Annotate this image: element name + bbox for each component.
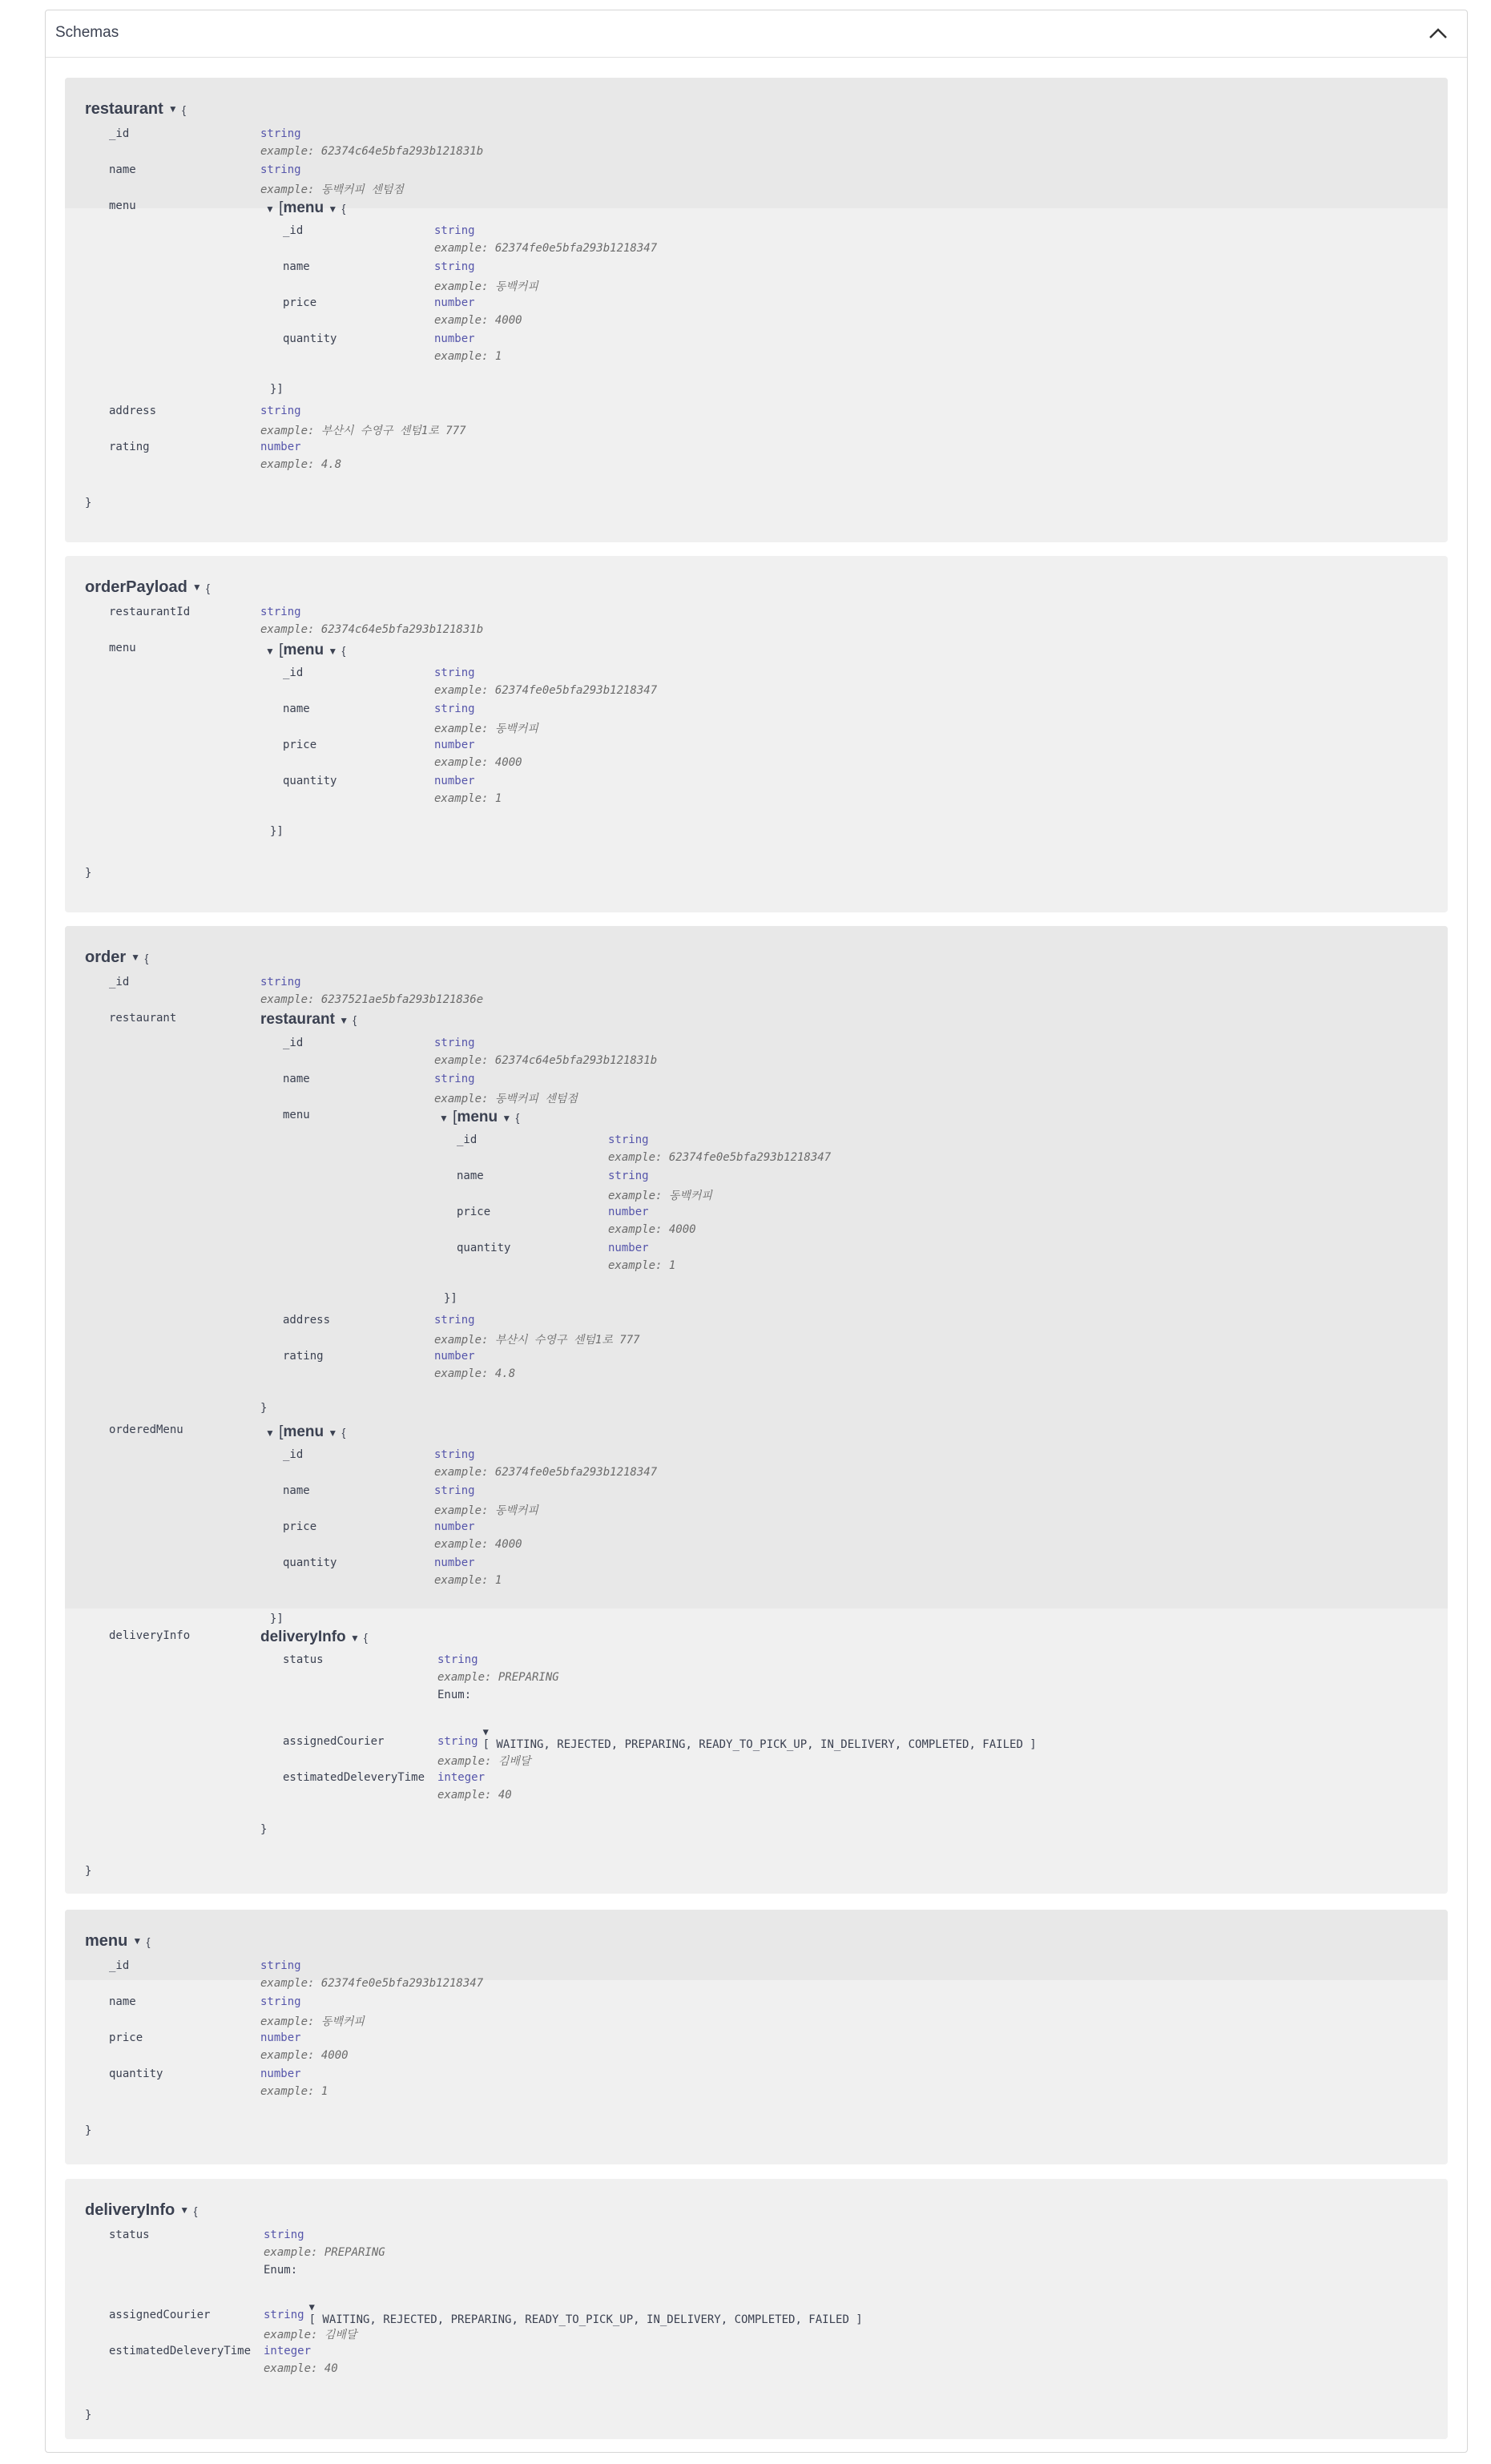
chevron-down-icon[interactable]: ▼ [132, 1935, 143, 1947]
enum-values[interactable]: ▼ [ WAITING, REJECTED, PREPARING, READY_TO_PICK_UP, IN_DELIVERY, COMPLETED, FAILED ] [308, 2301, 863, 2326]
example-value: example: 62374fe0e5bfa293b1218347 [260, 1977, 484, 1990]
example-value: example: 4000 [434, 1538, 522, 1551]
chevron-down-icon[interactable]: ▼ [167, 103, 178, 115]
prop-price: price [283, 296, 317, 309]
prop-name: name [283, 260, 310, 273]
prop-name: name [109, 1995, 136, 2008]
prop-assignedCourier: assignedCourier [109, 2309, 211, 2321]
prop-price: price [283, 739, 317, 751]
close-brace: } [260, 1402, 268, 1415]
example-value: example: 1 [434, 1574, 502, 1587]
example-value: example: 62374fe0e5bfa293b1218347 [434, 242, 658, 255]
example-value: example: 4000 [608, 1223, 696, 1236]
array-menu[interactable]: ▼ [menu ▼ { [265, 199, 346, 216]
array-menu[interactable]: ▼ [menu ▼ { [265, 1423, 346, 1440]
schemas-title: Schemas [55, 24, 119, 41]
type-number: number [608, 1206, 649, 1218]
chevron-down-icon[interactable]: ▼ [131, 952, 141, 963]
array-close: }] [270, 825, 284, 838]
prop-id: _id [109, 976, 130, 988]
array-close: }] [270, 1612, 284, 1625]
model-title-restaurant[interactable]: restaurant ▼ { [85, 100, 186, 118]
prop-id: _id [283, 666, 304, 679]
close-brace: } [85, 1865, 92, 1878]
example-value: example: PREPARING [264, 2246, 385, 2259]
type-integer: integer [264, 2345, 312, 2357]
type-string: string [437, 1735, 478, 1748]
example-value: example: 부산시 수영구 센텀1로 777 [260, 425, 466, 437]
example-value: example: 부산시 수영구 센텀1로 777 [434, 1334, 640, 1347]
enum-values[interactable]: ▼ [ WAITING, REJECTED, PREPARING, READY_TO_PICK_UP, IN_DELIVERY, COMPLETED, FAILED ] [482, 1726, 1037, 1751]
type-string: string [434, 1448, 475, 1461]
type-string: string [434, 1484, 475, 1497]
example-value: example: 40 [437, 1789, 512, 1802]
type-string: string [260, 1995, 301, 2008]
prop-price: price [457, 1206, 491, 1218]
prop-name: name [109, 163, 136, 176]
enum-label: Enum: [437, 1689, 472, 1701]
example-value: example: 동백커피 센텀점 [260, 183, 404, 196]
chevron-down-icon[interactable]: ▼ [179, 2204, 190, 2216]
chevron-down-icon[interactable]: ▼ [265, 203, 275, 215]
type-string: string [434, 1073, 475, 1085]
example-value: example: 동백커피 [260, 2015, 365, 2028]
example-value: example: 62374fe0e5bfa293b1218347 [608, 1151, 832, 1164]
example-value: example: 1 [434, 792, 502, 805]
example-value: example: 1 [260, 2085, 328, 2098]
model-order [65, 926, 1448, 1894]
model-restaurant [65, 78, 1448, 542]
model-orderPayload [65, 556, 1448, 912]
prop-address: address [109, 405, 157, 417]
type-string: string [264, 2228, 304, 2241]
nested-restaurant[interactable]: restaurant ▼ { [260, 1011, 357, 1028]
chevron-down-icon[interactable]: ▼ [439, 1113, 449, 1124]
nested-deliveryInfo[interactable]: deliveryInfo ▼ { [260, 1629, 368, 1645]
prop-rating: rating [283, 1350, 324, 1363]
chevron-down-icon[interactable]: ▼ [265, 1427, 275, 1439]
example-value: example: 4000 [434, 756, 522, 769]
model-deliveryInfo [65, 2179, 1448, 2439]
array-menu[interactable]: ▼ [menu ▼ { [265, 642, 346, 658]
model-title-orderPayload[interactable]: orderPayload ▼ { [85, 578, 210, 596]
example-value: example: PREPARING [437, 1671, 559, 1684]
chevron-down-icon[interactable]: ▼ [308, 2301, 315, 2313]
prop-menu: menu [109, 199, 136, 212]
example-value: example: 동백커피 센텀점 [434, 1093, 578, 1105]
prop-price: price [283, 1520, 317, 1533]
array-close: }] [444, 1292, 457, 1305]
example-value: example: 62374c64e5bfa293b121831b [260, 623, 484, 636]
prop-id: _id [283, 224, 304, 237]
chevron-down-icon[interactable]: ▼ [502, 1113, 512, 1124]
type-string: string [260, 976, 301, 988]
type-number: number [260, 441, 301, 453]
example-value: example: 4.8 [260, 458, 342, 471]
example-value: example: 김배달 [264, 2329, 357, 2341]
prop-deliveryInfo: deliveryInfo [109, 1629, 191, 1642]
type-string: string [264, 2309, 304, 2321]
prop-rating: rating [109, 441, 150, 453]
example-value: example: 40 [264, 2362, 338, 2375]
example-value: example: 1 [608, 1259, 676, 1272]
prop-id: _id [283, 1448, 304, 1461]
prop-quantity: quantity [109, 2067, 163, 2080]
example-value: example: 62374c64e5bfa293b121831b [434, 1054, 658, 1067]
prop-id: _id [109, 1959, 130, 1972]
type-number: number [608, 1242, 649, 1254]
example-value: example: 62374c64e5bfa293b121831b [260, 145, 484, 158]
prop-quantity: quantity [283, 775, 337, 787]
example-value: example: 동백커피 [434, 1504, 538, 1517]
type-string: string [437, 1653, 478, 1666]
prop-restaurantId: restaurantId [109, 606, 191, 618]
example-value: example: 62374fe0e5bfa293b1218347 [434, 684, 658, 697]
model-title-order[interactable]: order ▼ { [85, 948, 149, 966]
model-menu [65, 1910, 1448, 2164]
prop-id: _id [283, 1037, 304, 1049]
prop-status: status [283, 1653, 324, 1666]
prop-estimatedDeleveryTime: estimatedDeleveryTime [283, 1771, 425, 1784]
type-number: number [434, 1520, 475, 1533]
chevron-down-icon[interactable]: ▼ [349, 1633, 360, 1644]
example-value: example: 4000 [434, 314, 522, 327]
example-value: example: 동백커피 [608, 1190, 712, 1202]
type-number: number [260, 2067, 301, 2080]
close-brace: } [85, 497, 92, 509]
type-number: number [434, 1350, 475, 1363]
type-number: number [434, 332, 475, 345]
type-string: string [260, 405, 301, 417]
type-string: string [608, 1133, 649, 1146]
prop-quantity: quantity [283, 1556, 337, 1569]
chevron-up-icon[interactable] [1424, 22, 1453, 46]
prop-quantity: quantity [457, 1242, 511, 1254]
prop-estimatedDeleveryTime: estimatedDeleveryTime [109, 2345, 252, 2357]
enum-label: Enum: [264, 2264, 298, 2277]
type-integer: integer [437, 1771, 486, 1784]
chevron-down-icon[interactable]: ▼ [328, 646, 338, 657]
type-number: number [434, 1556, 475, 1569]
prop-quantity: quantity [283, 332, 337, 345]
prop-orderedMenu: orderedMenu [109, 1423, 183, 1436]
type-string: string [434, 666, 475, 679]
close-brace: } [85, 2409, 92, 2422]
schemas-header[interactable] [46, 10, 1467, 58]
prop-menu: menu [109, 642, 136, 654]
example-value: example: 김배달 [437, 1755, 531, 1768]
type-string: string [434, 260, 475, 273]
type-string: string [434, 703, 475, 715]
prop-id: _id [109, 127, 130, 140]
example-value: example: 1 [434, 350, 502, 363]
prop-id: _id [457, 1133, 478, 1146]
close-brace: } [85, 2124, 92, 2137]
schemas-section [45, 10, 1468, 2453]
chevron-down-icon[interactable]: ▼ [265, 646, 275, 657]
chevron-down-icon[interactable]: ▼ [328, 1427, 338, 1439]
type-string: string [260, 1959, 301, 1972]
example-value: example: 동백커피 [434, 280, 538, 293]
prop-name: name [283, 1484, 310, 1497]
prop-address: address [283, 1314, 331, 1327]
chevron-down-icon[interactable]: ▼ [328, 203, 338, 215]
chevron-down-icon[interactable]: ▼ [482, 1726, 489, 1737]
prop-price: price [109, 2031, 143, 2044]
prop-name: name [283, 1073, 310, 1085]
example-value: example: 4.8 [434, 1367, 516, 1380]
model-title-deliveryInfo[interactable]: deliveryInfo ▼ { [85, 2201, 198, 2219]
type-string: string [434, 1037, 475, 1049]
chevron-down-icon[interactable]: ▼ [191, 582, 202, 593]
type-string: string [260, 127, 301, 140]
prop-menu: menu [283, 1109, 310, 1121]
type-number: number [434, 775, 475, 787]
prop-status: status [109, 2228, 150, 2241]
type-string: string [608, 1170, 649, 1182]
example-value: example: 6237521ae5bfa293b121836e [260, 993, 484, 1006]
prop-name: name [457, 1170, 484, 1182]
model-title-menu[interactable]: menu ▼ { [85, 1932, 151, 1950]
type-string: string [260, 163, 301, 176]
chevron-down-icon[interactable]: ▼ [339, 1015, 349, 1026]
type-string: string [434, 1314, 475, 1327]
example-value: example: 62374fe0e5bfa293b1218347 [434, 1466, 658, 1479]
type-number: number [434, 296, 475, 309]
prop-assignedCourier: assignedCourier [283, 1735, 385, 1748]
example-value: example: 4000 [260, 2049, 349, 2062]
prop-name: name [283, 703, 310, 715]
type-string: string [260, 606, 301, 618]
type-string: string [434, 224, 475, 237]
array-close: }] [270, 383, 284, 396]
array-menu[interactable]: ▼ [menu ▼ { [439, 1109, 520, 1125]
close-brace: } [260, 1823, 268, 1836]
example-value: example: 동백커피 [434, 723, 538, 735]
type-number: number [434, 739, 475, 751]
type-number: number [260, 2031, 301, 2044]
prop-restaurant: restaurant [109, 1012, 177, 1025]
close-brace: } [85, 867, 92, 880]
